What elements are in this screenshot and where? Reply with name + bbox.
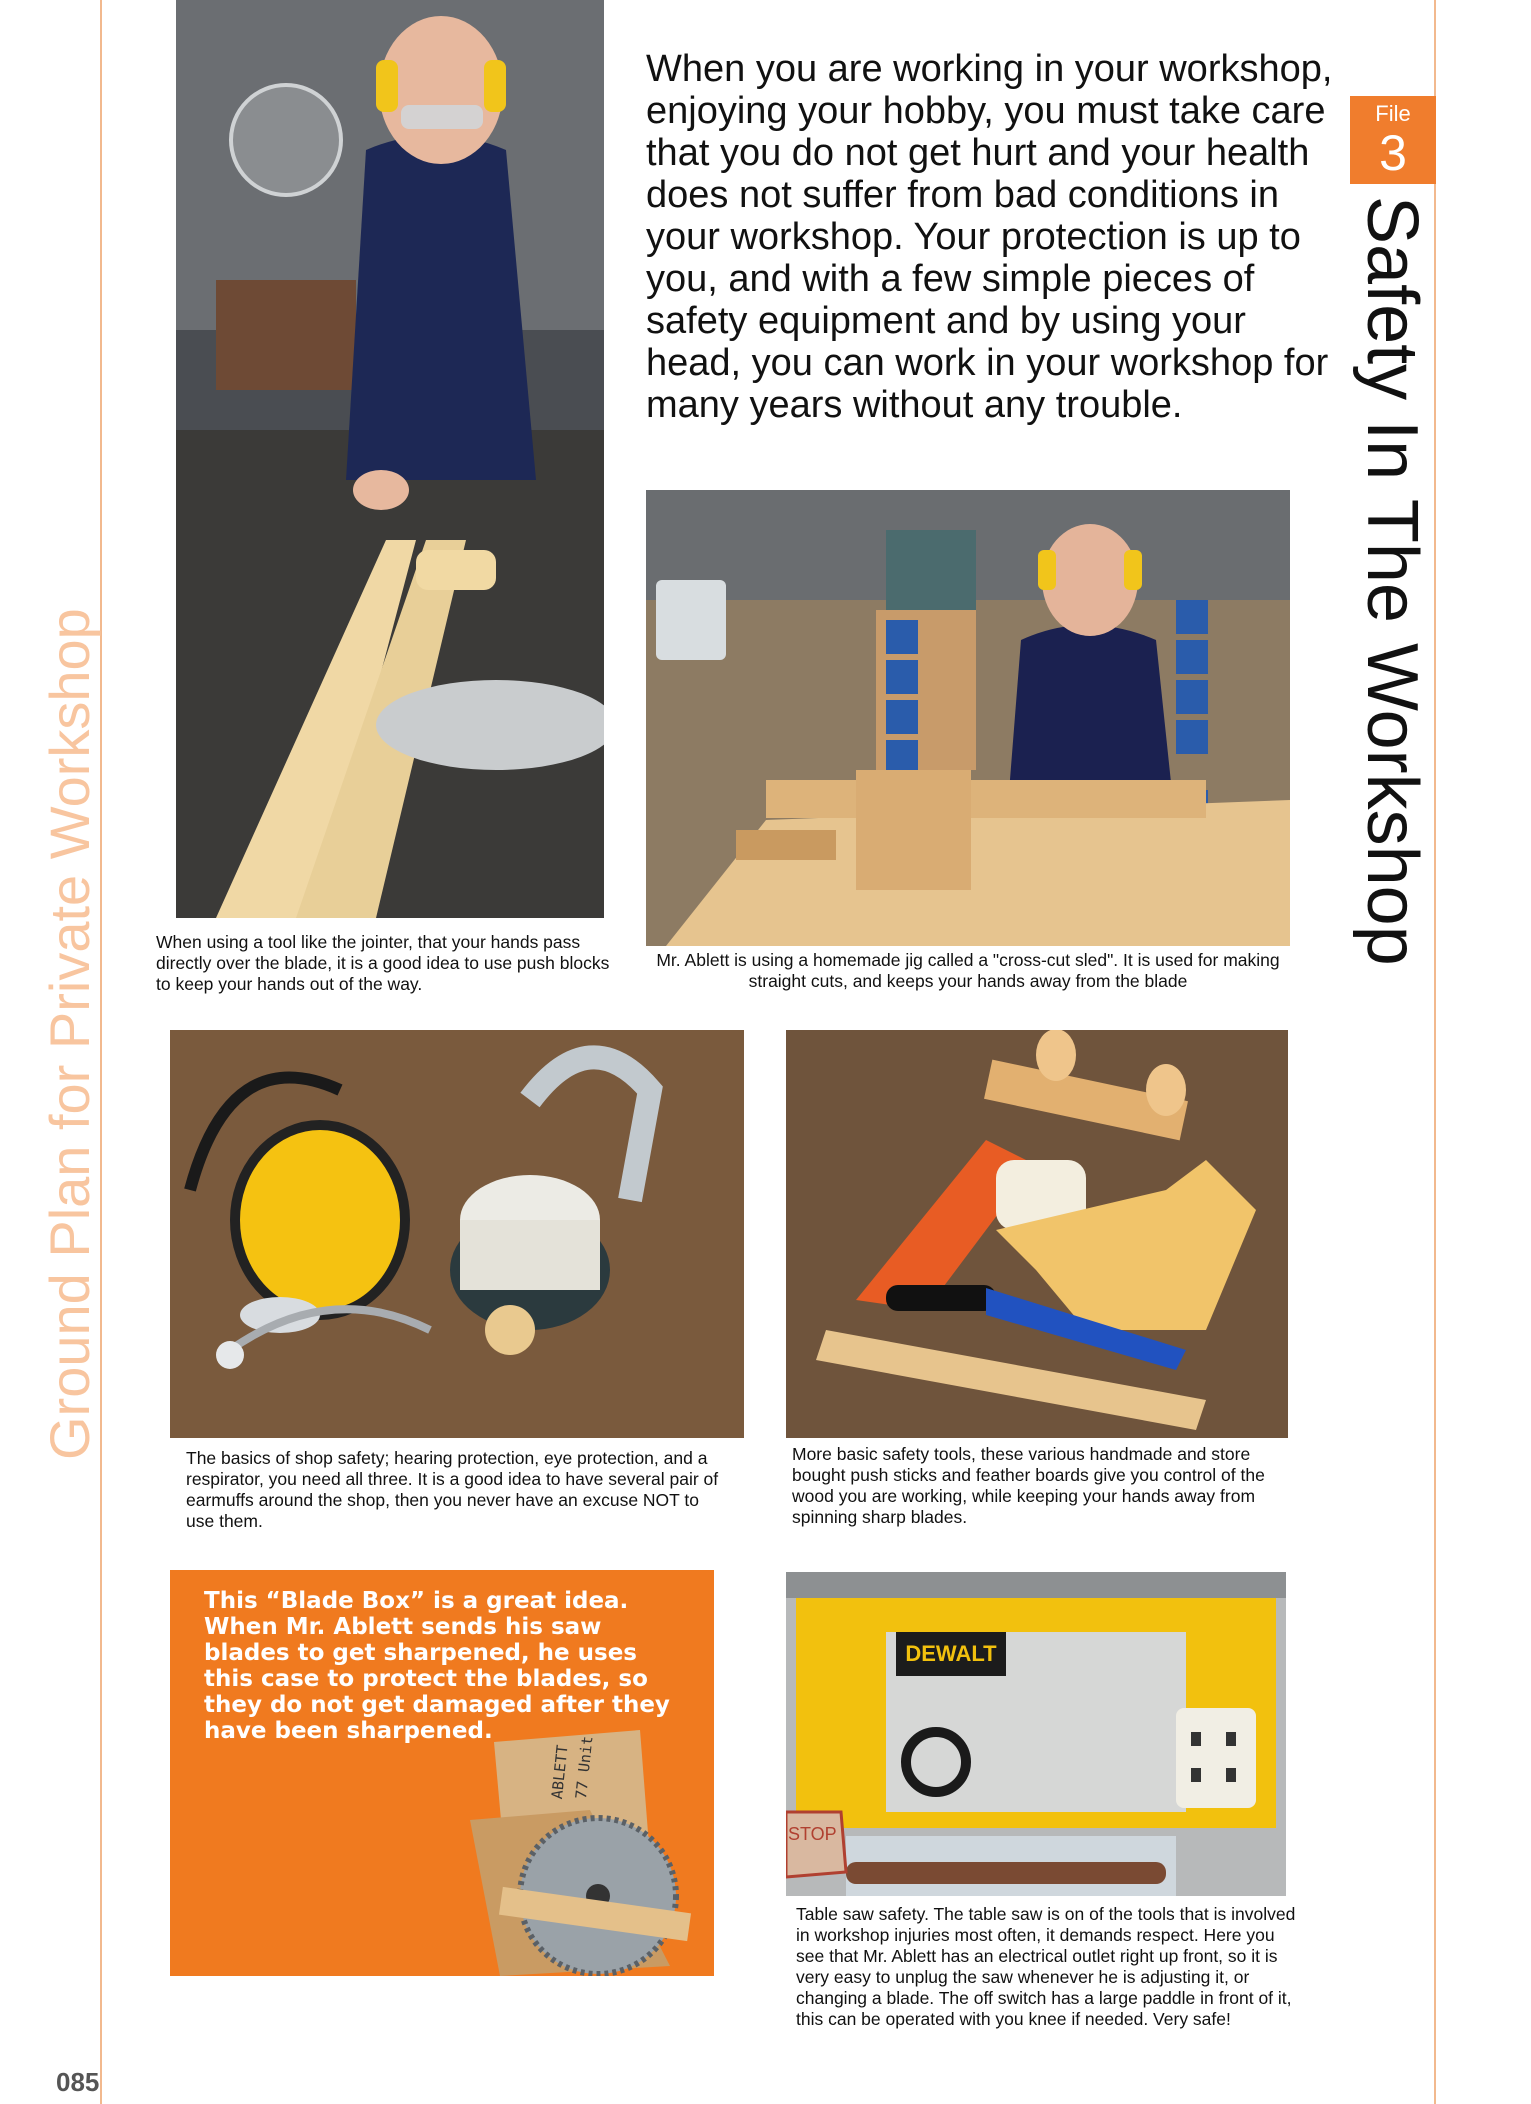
safety-basics-photo [170, 1030, 744, 1438]
blade-box-label-2: 77 Unit [572, 1735, 597, 1800]
safety-basics-caption: The basics of shop safety; hearing protection, eye protection, and a respirator, you need all three. It is a good idea to have several pair of earmuffs around the shop, then you never have an excuse NOT to use them. [186, 1448, 719, 1531]
table-saw-photo [786, 1572, 1286, 1896]
safety-basics-illustration [170, 1030, 744, 1438]
jointer-photo-illustration [176, 0, 604, 918]
jointer-photo [176, 0, 604, 918]
cross-cut-sled-caption: Mr. Ablett is using a homemade jig called a "cross-cut sled". It is used for making straight cuts, and keeps your hands away from the blade [656, 950, 1280, 991]
blade-box-illustration [170, 1570, 714, 1976]
sidebar-vertical-title: Ground Plan for Private Workshop [38, 608, 101, 1460]
file-tab-number: 3 [1379, 125, 1407, 181]
file-tab-label: File [1375, 101, 1411, 126]
saw-brand-label: DEWALT [905, 1641, 997, 1666]
file-tab [1350, 96, 1436, 184]
table-saw-caption: Table saw safety. The table saw is on of the tools that is involved in workshop injuries most often, it demands respect. Here you see that Mr. Ablett has an electrical outlet right up front, so it is very easy to unplug the saw whenever he is adjusting it, or changing a blade. The off switch has a large paddle in front of it, this can be operated with you knee if needed. Very safe! [796, 1904, 1296, 2029]
jointer-caption: When using a tool like the jointer, that your hands pass directly over the blade, it is a good idea to use push blocks to keep your hands out of the way. [156, 932, 610, 994]
stop-label: STOP [788, 1824, 837, 1844]
cross-cut-sled-photo [646, 490, 1290, 946]
intro-paragraph: When you are working in your workshop, enjoying your hobby, you must take care that you do not get hurt and your health does not suffer from bad conditions in your workshop. Your protection is up to you, and with a few simple pieces of safety equipment and by using your head, you can work in your workshop for many years without any trouble. [646, 48, 1333, 426]
push-sticks-illustration [786, 1030, 1288, 1438]
page-number: 085 [56, 2067, 100, 2097]
blade-box-label-1: ABLETT [548, 1744, 572, 1800]
blade-box-panel [170, 1570, 714, 1976]
push-sticks-photo [786, 1030, 1288, 1438]
push-sticks-caption: More basic safety tools, these various handmade and store bought push sticks and feather boards give you control of the wood you are working, while keeping your hands away from spinning sharp blades. [792, 1444, 1265, 1527]
chapter-title: Safety In The Workshop [1352, 196, 1432, 966]
cross-cut-sled-illustration [646, 490, 1290, 946]
table-saw-illustration [786, 1572, 1286, 1896]
blade-box-text: This “Blade Box” is a great idea. When Mr. Ablett sends his saw blades to get sharpened, he uses this case to protect the blades, so they do not get damaged after they have been sharpened. [204, 1588, 670, 1744]
